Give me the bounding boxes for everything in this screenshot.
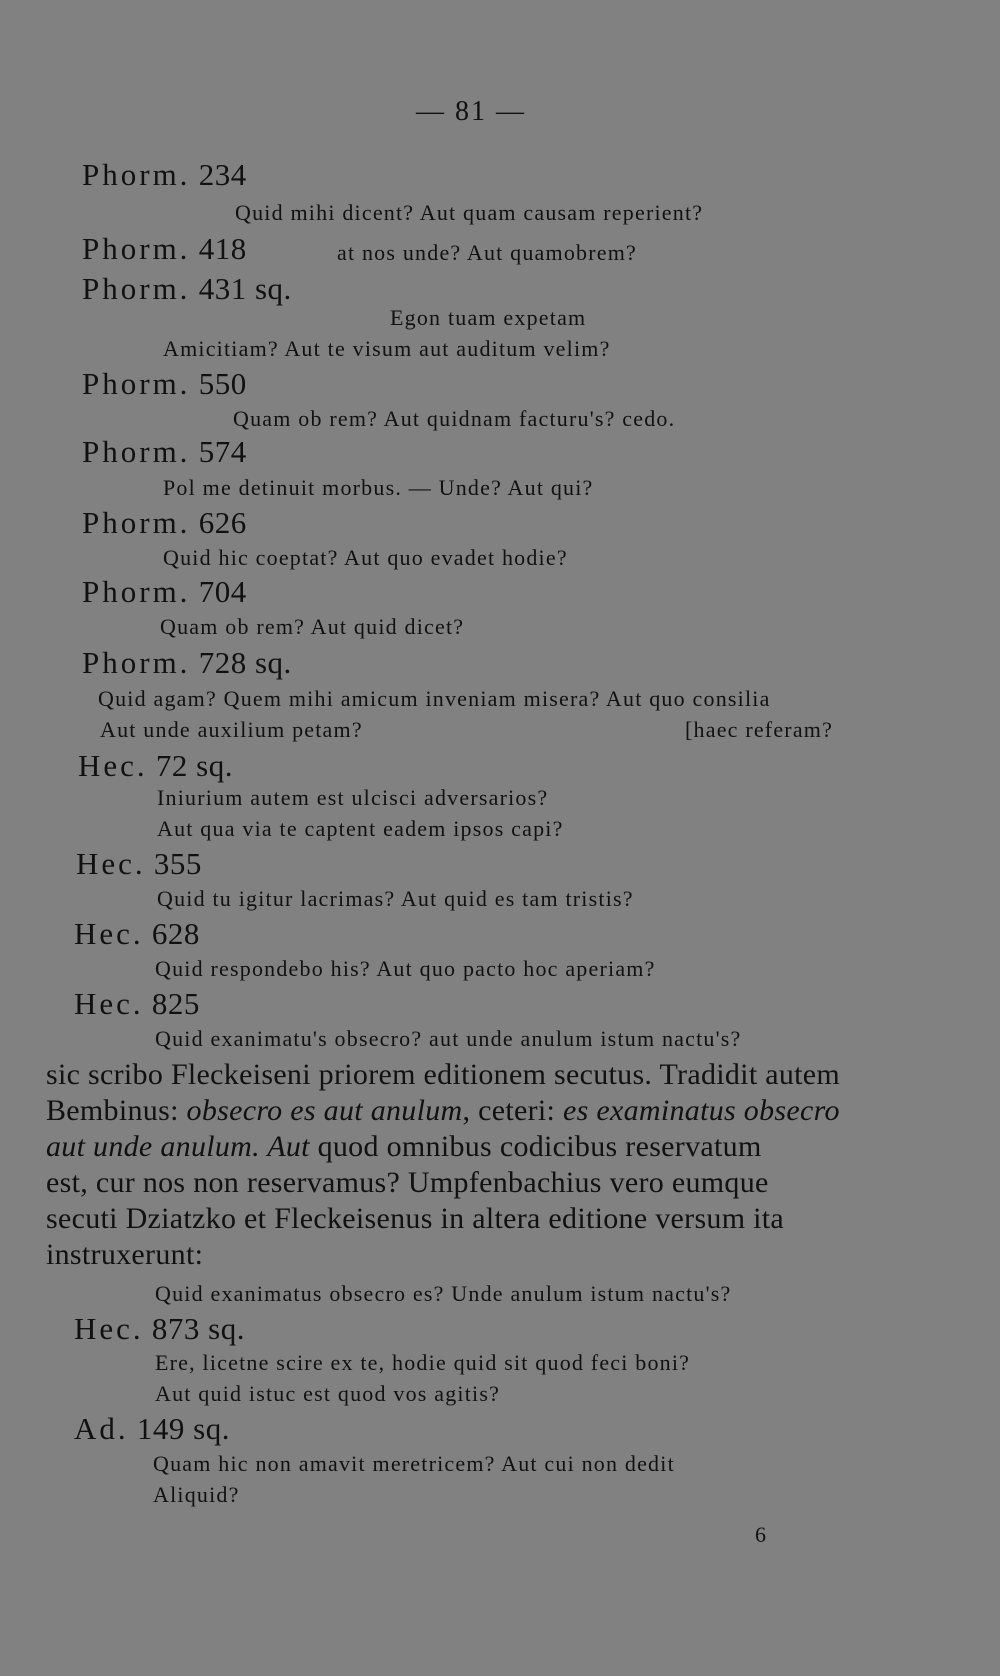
quoted-verse: Aut quid istuc est quod vos agitis?	[155, 1381, 501, 1406]
ref-abbreviation: Hec.	[74, 986, 144, 1021]
citation-ref	[82, 505, 247, 541]
quoted-verse: Quid agam? Quem mihi amicum inveniam misera? Aut quo consilia	[98, 686, 771, 711]
commentary-line: secuti Dziatzko et Fleckeisenus in altera editione versum ita	[46, 1202, 785, 1235]
quoted-verse: Aut qua via te captent eadem ipsos capi?	[157, 816, 564, 841]
printer-signature: 6	[755, 1522, 766, 1547]
ref-number: 628	[151, 916, 200, 951]
ref-number: 550	[198, 366, 247, 401]
commentary-italic-reading: aut unde anulum. Aut	[46, 1130, 310, 1163]
citation-ref	[82, 157, 247, 193]
citation-ref	[74, 1411, 230, 1447]
ref-number: 825	[151, 986, 200, 1021]
quoted-verse: at nos unde? Aut quamobrem?	[337, 240, 637, 265]
ref-number: 704	[198, 574, 247, 609]
ref-number: 234	[198, 157, 247, 192]
quoted-verse: Pol me detinuit morbus. — Unde? Aut qui?	[163, 475, 594, 500]
ref-number: 728 sq.	[198, 645, 292, 680]
citation-ref	[82, 366, 247, 402]
quoted-verse-continuation: [haec referam?	[685, 717, 834, 742]
citation-ref	[74, 986, 200, 1022]
ref-number: 418	[198, 231, 247, 266]
commentary-italic-reading: obsecro es aut anulum	[186, 1094, 463, 1127]
quoted-verse: Amicitiam? Aut te visum aut auditum velim?	[163, 336, 611, 361]
quoted-verse: Aliquid?	[153, 1482, 240, 1507]
commentary-line	[46, 1129, 762, 1165]
ref-number: 431 sq.	[198, 271, 292, 306]
ref-abbreviation: Hec.	[76, 846, 146, 881]
quoted-verse: Quam ob rem? Aut quid dicet?	[160, 614, 465, 639]
ref-abbreviation: Phorm.	[82, 231, 191, 266]
ref-number: 574	[198, 434, 247, 469]
ref-number: 626	[198, 505, 247, 540]
ref-abbreviation: Hec.	[78, 748, 148, 783]
ref-number: 72 sq.	[155, 748, 233, 783]
citation-ref	[74, 1311, 245, 1347]
commentary-line: sic scribo Fleckeiseni priorem editionem secutus. Tradidit autem	[46, 1058, 841, 1091]
quoted-verse: Quid hic coeptat? Aut quo evadet hodie?	[163, 545, 568, 570]
citation-ref	[74, 916, 200, 952]
commentary-line	[46, 1093, 840, 1129]
quoted-verse: Aut unde auxilium petam?	[100, 717, 363, 742]
ref-abbreviation: Phorm.	[82, 271, 191, 306]
ref-abbreviation: Hec.	[74, 1311, 144, 1346]
citation-ref	[76, 846, 202, 882]
ref-abbreviation: Phorm.	[82, 157, 191, 192]
citation-ref	[82, 231, 247, 267]
citation-ref	[78, 748, 233, 784]
citation-ref	[82, 434, 247, 470]
quoted-verse: Iniurium autem est ulcisci adversarios?	[157, 785, 549, 810]
ref-abbreviation: Hec.	[74, 916, 144, 951]
quoted-verse: Quid mihi dicent? Aut quam causam reperient?	[235, 200, 704, 225]
ref-abbreviation: Phorm.	[82, 574, 191, 609]
commentary-text: quod omnibus codicibus reservatum	[309, 1130, 762, 1163]
quoted-verse: Quid respondebo his? Aut quo pacto hoc aperiam?	[155, 956, 656, 981]
ref-abbreviation: Phorm.	[82, 505, 191, 540]
citation-ref	[82, 645, 292, 681]
citation-ref	[82, 574, 247, 610]
commentary-line: instruxerunt:	[46, 1238, 204, 1271]
quoted-verse: Quid exanimatus obsecro es? Unde anulum istum nactu's?	[155, 1281, 732, 1306]
ref-abbreviation: Phorm.	[82, 366, 191, 401]
ref-number: 355	[153, 846, 202, 881]
commentary-text: Bembinus:	[46, 1094, 187, 1127]
ref-abbreviation: Ad.	[74, 1411, 129, 1446]
quoted-verse: Quam ob rem? Aut quidnam facturu's? cedo.	[233, 406, 676, 431]
quoted-verse: Quam hic non amavit meretricem? Aut cui non dedit	[153, 1451, 675, 1476]
ref-number: 873 sq.	[151, 1311, 245, 1346]
page-number: — 81 —	[416, 96, 526, 127]
ref-abbreviation: Phorm.	[82, 645, 191, 680]
citation-ref	[82, 271, 292, 307]
commentary-line: est, cur nos non reservamus? Umpfenbachius vero eumque	[46, 1166, 769, 1199]
quoted-verse: Quid tu igitur lacrimas? Aut quid es tam tristis?	[157, 886, 634, 911]
ref-abbreviation: Phorm.	[82, 434, 191, 469]
commentary-italic-reading: es examinatus obsecro	[562, 1094, 840, 1127]
quoted-verse: Egon tuam expetam	[390, 305, 587, 330]
ref-number: 149 sq.	[136, 1411, 230, 1446]
commentary-text: , ceteri:	[462, 1094, 563, 1127]
quoted-verse: Ere, licetne scire ex te, hodie quid sit quod feci boni?	[155, 1350, 691, 1375]
quoted-verse: Quid exanimatu's obsecro? aut unde anulum istum nactu's?	[155, 1026, 742, 1051]
